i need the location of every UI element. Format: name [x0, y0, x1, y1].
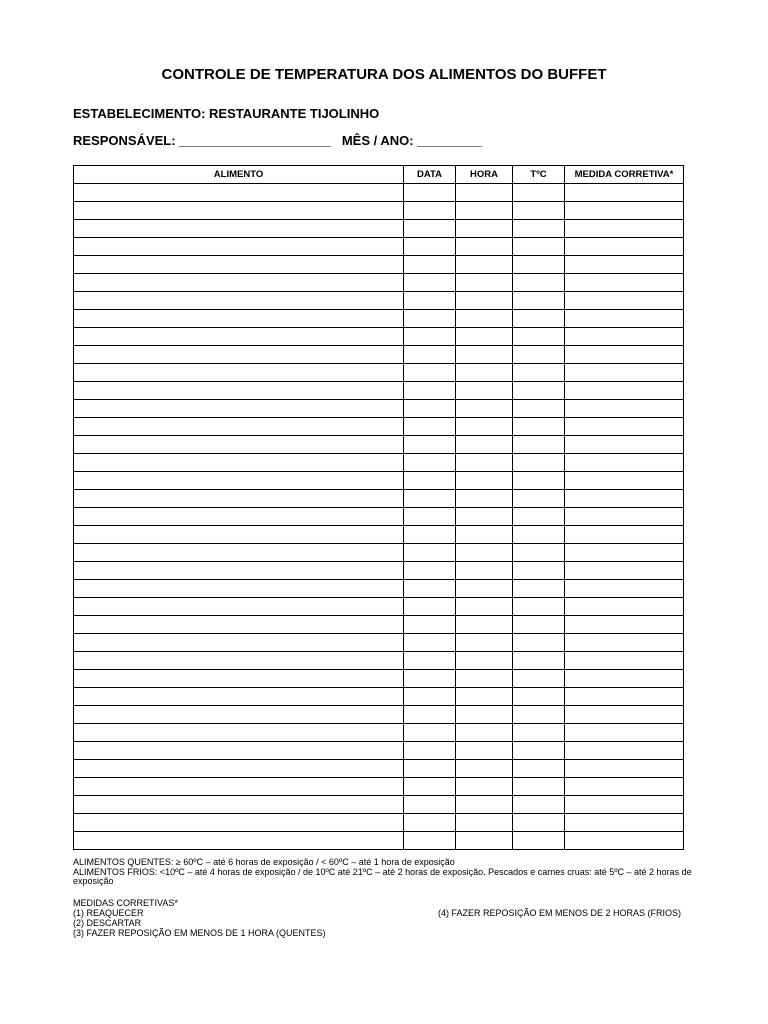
table-row[interactable] — [74, 634, 684, 652]
table-cell[interactable] — [565, 490, 684, 508]
table-cell[interactable] — [513, 310, 565, 328]
table-cell[interactable] — [74, 220, 404, 238]
table-cell[interactable] — [513, 508, 565, 526]
table-cell[interactable] — [565, 184, 684, 202]
table-row[interactable] — [74, 202, 684, 220]
table-row[interactable] — [74, 292, 684, 310]
table-cell[interactable] — [404, 346, 456, 364]
table-cell[interactable] — [404, 382, 456, 400]
table-row[interactable] — [74, 580, 684, 598]
table-cell[interactable] — [74, 454, 404, 472]
table-cell[interactable] — [513, 454, 565, 472]
table-cell[interactable] — [513, 472, 565, 490]
page-title: CONTROLE DE TEMPERATURA DOS ALIMENTOS DO BUFFET — [161, 66, 607, 83]
table-cell[interactable] — [565, 724, 684, 742]
table-cell[interactable] — [513, 634, 565, 652]
table-cell[interactable] — [74, 292, 404, 310]
measures-title: MEDIDAS CORRETIVAS* — [73, 898, 178, 908]
table-cell[interactable] — [404, 472, 456, 490]
table-cell[interactable] — [404, 202, 456, 220]
table-cell[interactable] — [456, 220, 513, 238]
table-cell[interactable] — [404, 760, 456, 778]
temperature-log-table — [73, 165, 684, 850]
header-corrective-measure: MEDIDA CORRETIVA* — [565, 166, 684, 184]
table-cell[interactable] — [404, 796, 456, 814]
table-cell[interactable] — [513, 202, 565, 220]
table-cell[interactable] — [513, 184, 565, 202]
measure-discard: (2) DESCARTAR — [73, 918, 142, 928]
table-row[interactable] — [74, 454, 684, 472]
table-cell[interactable] — [74, 778, 404, 796]
establishment-line: ESTABELECIMENTO: RESTAURANTE TIJOLINHO — [73, 106, 380, 121]
table-cell[interactable] — [565, 652, 684, 670]
table-cell[interactable] — [74, 184, 404, 202]
table-cell[interactable] — [456, 328, 513, 346]
table-cell[interactable] — [74, 238, 404, 256]
table-cell[interactable] — [565, 616, 684, 634]
table-cell[interactable] — [565, 760, 684, 778]
table-cell[interactable] — [513, 436, 565, 454]
table-cell[interactable] — [456, 598, 513, 616]
table-cell[interactable] — [513, 382, 565, 400]
table-cell[interactable] — [513, 562, 565, 580]
table-cell[interactable] — [513, 400, 565, 418]
table-cell[interactable] — [404, 238, 456, 256]
table-cell[interactable] — [74, 508, 404, 526]
table-cell[interactable] — [404, 706, 456, 724]
table-cell[interactable] — [74, 814, 404, 832]
table-cell[interactable] — [404, 742, 456, 760]
table-cell[interactable] — [74, 670, 404, 688]
table-cell[interactable] — [404, 688, 456, 706]
responsible-month-line: RESPONSÁVEL: _____________________ MÊS / ANO: _________ — [73, 133, 483, 148]
table-cell[interactable] — [513, 814, 565, 832]
table-cell[interactable] — [513, 598, 565, 616]
table-cell[interactable] — [74, 382, 404, 400]
table-cell[interactable] — [565, 310, 684, 328]
table-row[interactable] — [74, 598, 684, 616]
table-row[interactable] — [74, 346, 684, 364]
table-cell[interactable] — [456, 580, 513, 598]
table-cell[interactable] — [513, 670, 565, 688]
exposure-notes — [73, 858, 698, 887]
table-cell[interactable] — [456, 526, 513, 544]
table-cell[interactable] — [74, 796, 404, 814]
table-cell[interactable] — [513, 778, 565, 796]
table-row[interactable] — [74, 832, 684, 850]
table-cell[interactable] — [456, 688, 513, 706]
table-cell[interactable] — [565, 256, 684, 274]
table-cell[interactable] — [513, 346, 565, 364]
table-cell[interactable] — [565, 220, 684, 238]
table-cell[interactable] — [74, 346, 404, 364]
table-row[interactable] — [74, 256, 684, 274]
table-cell[interactable] — [513, 256, 565, 274]
table-row[interactable] — [74, 436, 684, 454]
table-cell[interactable] — [404, 328, 456, 346]
table-cell[interactable] — [513, 328, 565, 346]
table-cell[interactable] — [456, 670, 513, 688]
table-row[interactable] — [74, 472, 684, 490]
table-cell[interactable] — [565, 508, 684, 526]
table-cell[interactable] — [404, 400, 456, 418]
table-cell[interactable] — [456, 652, 513, 670]
table-cell[interactable] — [74, 472, 404, 490]
table-cell[interactable] — [404, 292, 456, 310]
table-row[interactable] — [74, 796, 684, 814]
table-row[interactable] — [74, 742, 684, 760]
table-cell[interactable] — [404, 454, 456, 472]
table-cell[interactable] — [565, 292, 684, 310]
table-cell[interactable] — [404, 526, 456, 544]
table-cell[interactable] — [456, 292, 513, 310]
table-cell[interactable] — [456, 616, 513, 634]
cold-foods-note: ALIMENTOS FRIOS: <10ºC – até 4 horas de exposição / de 10ºC até 21ºC – até 2 horas de exposição. Pescados e carnes cruas: até 5ºC – até 2 horas de exposição — [73, 866, 692, 886]
table-cell[interactable] — [513, 526, 565, 544]
table-cell[interactable] — [456, 400, 513, 418]
table-cell[interactable] — [404, 274, 456, 292]
table-row[interactable] — [74, 508, 684, 526]
table-cell[interactable] — [456, 364, 513, 382]
table-cell[interactable] — [456, 562, 513, 580]
table-cell[interactable] — [565, 202, 684, 220]
table-cell[interactable] — [565, 778, 684, 796]
table-cell[interactable] — [565, 364, 684, 382]
table-cell[interactable] — [74, 364, 404, 382]
table-cell[interactable] — [456, 454, 513, 472]
table-cell[interactable] — [74, 562, 404, 580]
table-row[interactable] — [74, 382, 684, 400]
table-row[interactable] — [74, 490, 684, 508]
table-row[interactable] — [74, 274, 684, 292]
table-cell[interactable] — [513, 742, 565, 760]
table-cell[interactable] — [456, 202, 513, 220]
table-cell[interactable] — [565, 598, 684, 616]
table-cell[interactable] — [404, 490, 456, 508]
table-cell[interactable] — [456, 472, 513, 490]
table-cell[interactable] — [74, 436, 404, 454]
table-cell[interactable] — [74, 580, 404, 598]
table-cell[interactable] — [404, 310, 456, 328]
table-cell[interactable] — [74, 652, 404, 670]
table-cell[interactable] — [404, 778, 456, 796]
table-cell[interactable] — [456, 742, 513, 760]
table-cell[interactable] — [404, 562, 456, 580]
table-cell[interactable] — [513, 292, 565, 310]
table-cell[interactable] — [565, 670, 684, 688]
table-cell[interactable] — [404, 544, 456, 562]
table-cell[interactable] — [456, 418, 513, 436]
table-cell[interactable] — [404, 652, 456, 670]
table-cell[interactable] — [565, 346, 684, 364]
table-cell[interactable] — [565, 274, 684, 292]
hot-foods-note: ALIMENTOS QUENTES: ≥ 60ºC – até 6 horas de exposição / < 60ºC – até 1 hora de exposição — [73, 857, 455, 867]
table-cell[interactable] — [456, 238, 513, 256]
table-cell[interactable] — [513, 418, 565, 436]
header-time: HORA — [456, 166, 513, 184]
table-cell[interactable] — [565, 580, 684, 598]
table-cell[interactable] — [456, 706, 513, 724]
table-cell[interactable] — [513, 706, 565, 724]
table-cell[interactable] — [74, 760, 404, 778]
table-cell[interactable] — [404, 184, 456, 202]
table-cell[interactable] — [565, 688, 684, 706]
table-cell[interactable] — [565, 382, 684, 400]
table-cell[interactable] — [565, 454, 684, 472]
table-cell[interactable] — [74, 688, 404, 706]
table-row[interactable] — [74, 562, 684, 580]
table-cell[interactable] — [74, 490, 404, 508]
table-cell[interactable] — [74, 742, 404, 760]
table-cell[interactable] — [565, 436, 684, 454]
table-cell[interactable] — [565, 544, 684, 562]
table-cell[interactable] — [74, 616, 404, 634]
table-cell[interactable] — [565, 526, 684, 544]
table-row[interactable] — [74, 616, 684, 634]
table-row[interactable] — [74, 526, 684, 544]
table-cell[interactable] — [456, 346, 513, 364]
table-cell[interactable] — [513, 490, 565, 508]
table-cell[interactable] — [513, 832, 565, 850]
table-cell[interactable] — [404, 634, 456, 652]
table-cell[interactable] — [456, 832, 513, 850]
table-row[interactable] — [74, 724, 684, 742]
table-cell[interactable] — [456, 490, 513, 508]
table-cell[interactable] — [456, 436, 513, 454]
table-cell[interactable] — [404, 256, 456, 274]
table-cell[interactable] — [456, 634, 513, 652]
table-cell[interactable] — [404, 832, 456, 850]
table-cell[interactable] — [513, 274, 565, 292]
table-cell[interactable] — [565, 832, 684, 850]
table-cell[interactable] — [404, 580, 456, 598]
table-row[interactable] — [74, 670, 684, 688]
table-cell[interactable] — [456, 310, 513, 328]
table-cell[interactable] — [404, 616, 456, 634]
table-cell[interactable] — [74, 526, 404, 544]
table-cell[interactable] — [74, 274, 404, 292]
table-row[interactable] — [74, 760, 684, 778]
table-cell[interactable] — [456, 544, 513, 562]
corrective-measures — [73, 898, 698, 938]
table-cell[interactable] — [74, 256, 404, 274]
table-cell[interactable] — [565, 418, 684, 436]
table-cell[interactable] — [456, 724, 513, 742]
table-cell[interactable] — [565, 706, 684, 724]
table-row[interactable] — [74, 400, 684, 418]
table-cell[interactable] — [565, 742, 684, 760]
table-cell[interactable] — [456, 508, 513, 526]
table-cell[interactable] — [565, 328, 684, 346]
table-cell[interactable] — [74, 598, 404, 616]
table-cell[interactable] — [404, 814, 456, 832]
table-cell[interactable] — [456, 274, 513, 292]
table-row[interactable] — [74, 310, 684, 328]
table-cell[interactable] — [456, 814, 513, 832]
table-body — [74, 184, 684, 850]
table-cell[interactable] — [74, 544, 404, 562]
table-cell[interactable] — [74, 400, 404, 418]
table-cell[interactable] — [513, 220, 565, 238]
table-cell[interactable] — [513, 652, 565, 670]
table-cell[interactable] — [513, 238, 565, 256]
table-cell[interactable] — [74, 202, 404, 220]
table-cell[interactable] — [74, 328, 404, 346]
table-cell[interactable] — [565, 238, 684, 256]
table-cell[interactable] — [565, 814, 684, 832]
table-cell[interactable] — [456, 382, 513, 400]
table-row[interactable] — [74, 328, 684, 346]
table-cell[interactable] — [513, 796, 565, 814]
table-cell[interactable] — [565, 634, 684, 652]
measure-replenish-cold: (4) FAZER REPOSIÇÃO EM MENOS DE 2 HORAS (FRIOS) — [438, 908, 682, 918]
measure-replenish-hot: (3) FAZER REPOSIÇÃO EM MENOS DE 1 HORA (QUENTES) — [73, 928, 326, 938]
table-cell[interactable] — [404, 598, 456, 616]
table-cell[interactable] — [404, 724, 456, 742]
table-cell[interactable] — [513, 616, 565, 634]
table-row[interactable] — [74, 238, 684, 256]
table-cell[interactable] — [74, 634, 404, 652]
table-cell[interactable] — [74, 724, 404, 742]
table-row[interactable] — [74, 364, 684, 382]
table-row[interactable] — [74, 814, 684, 832]
table-cell[interactable] — [513, 724, 565, 742]
table-cell[interactable] — [74, 706, 404, 724]
header-temperature: TºC — [513, 166, 565, 184]
table-row[interactable] — [74, 778, 684, 796]
table-row[interactable] — [74, 184, 684, 202]
table-cell[interactable] — [513, 580, 565, 598]
table-cell[interactable] — [404, 418, 456, 436]
table-cell[interactable] — [456, 256, 513, 274]
table-cell[interactable] — [404, 364, 456, 382]
table-cell[interactable] — [565, 400, 684, 418]
table-row[interactable] — [74, 688, 684, 706]
table-row[interactable] — [74, 220, 684, 238]
table-header-row — [74, 166, 684, 184]
table-cell[interactable] — [404, 220, 456, 238]
table-cell[interactable] — [513, 760, 565, 778]
table-cell[interactable] — [74, 310, 404, 328]
table-cell[interactable] — [74, 418, 404, 436]
table-cell[interactable] — [513, 364, 565, 382]
table-row[interactable] — [74, 544, 684, 562]
table-cell[interactable] — [513, 688, 565, 706]
table-cell[interactable] — [456, 796, 513, 814]
table-cell[interactable] — [456, 184, 513, 202]
table-cell[interactable] — [565, 562, 684, 580]
table-row[interactable] — [74, 418, 684, 436]
measure-reheat: (1) REAQUECER — [73, 908, 144, 918]
header-date: DATA — [404, 166, 456, 184]
table-row[interactable] — [74, 706, 684, 724]
table-row[interactable] — [74, 652, 684, 670]
table-cell[interactable] — [404, 670, 456, 688]
table-cell[interactable] — [565, 796, 684, 814]
table-cell[interactable] — [404, 436, 456, 454]
header-food: ALIMENTO — [74, 166, 404, 184]
table-cell[interactable] — [456, 760, 513, 778]
table-cell[interactable] — [456, 778, 513, 796]
table-cell[interactable] — [565, 472, 684, 490]
table-cell[interactable] — [74, 832, 404, 850]
table-cell[interactable] — [513, 544, 565, 562]
table-cell[interactable] — [404, 508, 456, 526]
